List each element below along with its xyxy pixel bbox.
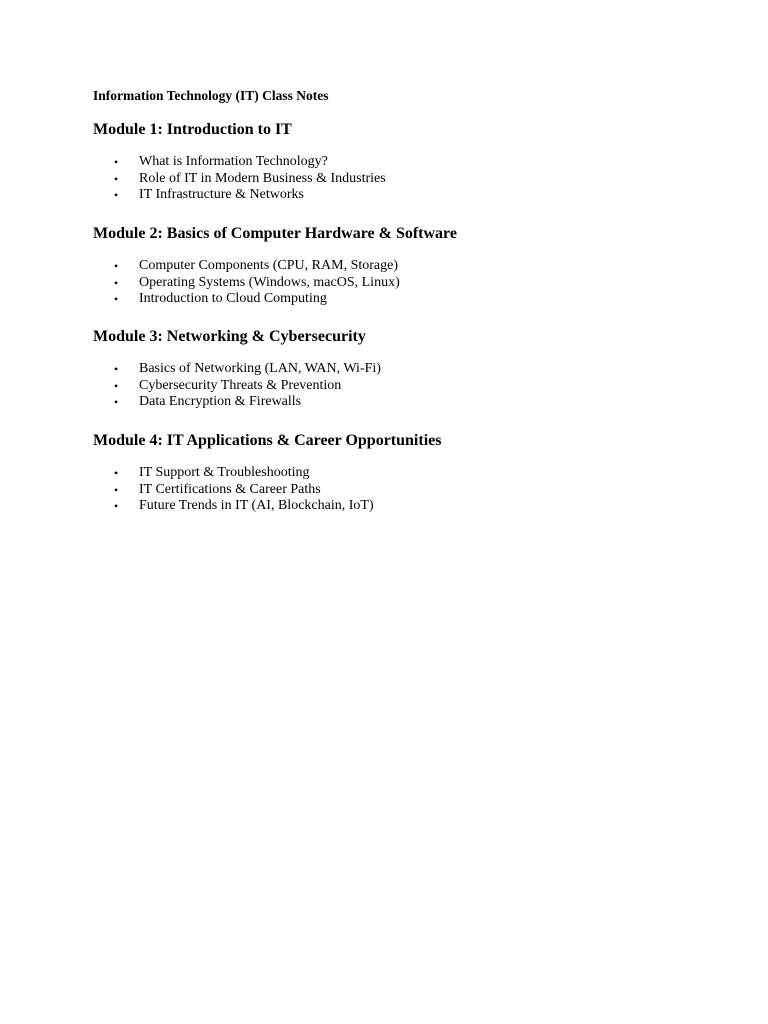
topic-item bbox=[93, 291, 457, 308]
topic-item bbox=[93, 187, 386, 204]
topic-list bbox=[93, 154, 386, 204]
module-heading: Module 2: Basics of Computer Hardware & Software bbox=[93, 225, 457, 242]
topic-text: IT Support & Troubleshooting bbox=[139, 465, 310, 480]
bullet-icon: • bbox=[114, 155, 119, 169]
bullet-icon: • bbox=[114, 466, 119, 480]
topic-item bbox=[93, 171, 386, 188]
topic-text: Introduction to Cloud Computing bbox=[139, 291, 327, 307]
module-section bbox=[93, 224, 457, 308]
bullet-icon: • bbox=[114, 499, 119, 514]
topic-text: Operating Systems (Windows, macOS, Linux) bbox=[139, 274, 400, 290]
topic-text: Computer Components (CPU, RAM, Storage) bbox=[139, 258, 398, 273]
bullet-icon: • bbox=[114, 292, 119, 307]
topic-item bbox=[93, 394, 381, 411]
topic-text: Role of IT in Modern Business & Industries bbox=[139, 170, 386, 186]
bullet-icon: • bbox=[114, 171, 119, 186]
topic-item bbox=[93, 154, 386, 171]
bullet-icon: • bbox=[114, 395, 119, 410]
module-heading: Module 4: IT Applications & Career Opportunities bbox=[93, 432, 442, 449]
topic-list bbox=[93, 258, 457, 308]
topic-text: Basics of Networking (LAN, WAN, Wi-Fi) bbox=[139, 361, 381, 376]
topic-item bbox=[93, 498, 441, 515]
module-section bbox=[93, 120, 386, 204]
topic-item bbox=[93, 465, 441, 482]
bullet-icon: • bbox=[114, 188, 119, 203]
bullet-icon: • bbox=[114, 259, 119, 273]
topic-list bbox=[93, 361, 381, 411]
document-page bbox=[93, 87, 713, 514]
module-section bbox=[93, 431, 441, 515]
topic-item bbox=[93, 378, 381, 395]
topic-item bbox=[93, 275, 457, 292]
topic-item bbox=[93, 482, 441, 499]
module-heading: Module 3: Networking & Cybersecurity bbox=[93, 328, 366, 345]
topic-text: Data Encryption & Firewalls bbox=[139, 394, 302, 410]
bullet-icon: • bbox=[114, 482, 119, 497]
topic-text: Future Trends in IT (AI, Blockchain, IoT) bbox=[139, 498, 374, 514]
bullet-icon: • bbox=[114, 362, 119, 376]
document-title: Information Technology (IT) Class Notes bbox=[93, 88, 329, 103]
module-heading: Module 1: Introduction to IT bbox=[93, 121, 292, 138]
topic-item bbox=[93, 361, 381, 378]
topic-text: IT Infrastructure & Networks bbox=[139, 187, 304, 203]
bullet-icon: • bbox=[114, 378, 119, 393]
topic-text: Cybersecurity Threats & Prevention bbox=[139, 377, 342, 393]
bullet-icon: • bbox=[114, 275, 119, 290]
topic-text: IT Certifications & Career Paths bbox=[139, 481, 321, 497]
topic-text: What is Information Technology? bbox=[139, 154, 328, 169]
module-section bbox=[93, 327, 381, 411]
topic-item bbox=[93, 258, 457, 275]
topic-list bbox=[93, 465, 441, 515]
